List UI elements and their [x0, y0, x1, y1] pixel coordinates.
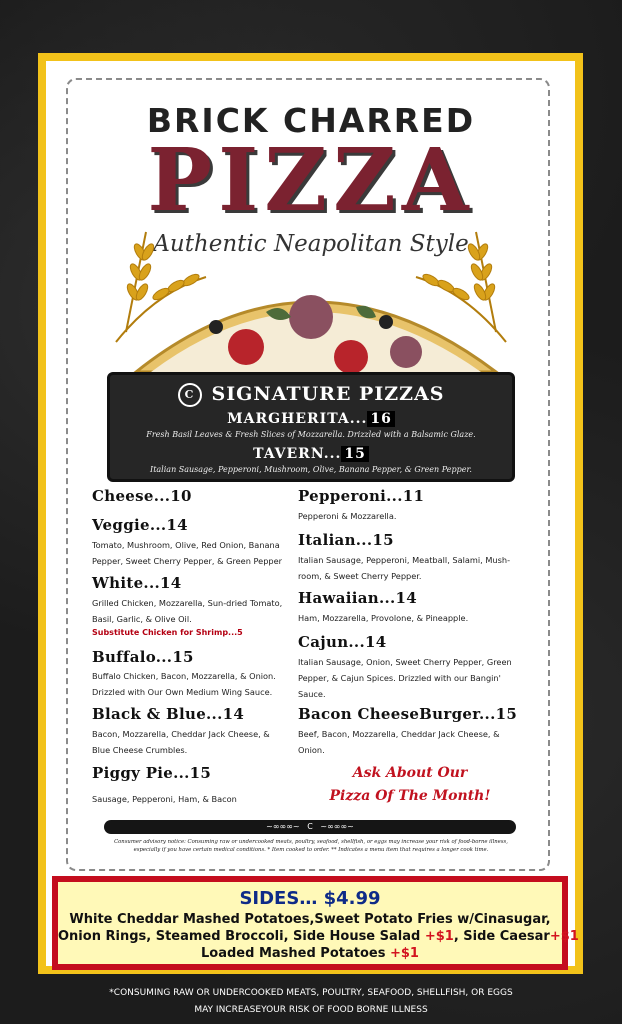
menu-item-name: Buffalo...15 [92, 648, 194, 666]
menu-item-desc: Italian Sausage, Onion, Sweet Cherry Pepper, Green Pepper, & Cajun Spices. Drizzled with our Bangin' Sauce. [298, 657, 512, 699]
menu-item-desc: Beef, Bacon, Mozzarella, Cheddar Jack Cheese, & Onion. [298, 729, 500, 755]
sides-upcharge: +$1 [549, 929, 579, 944]
menu-item-desc: Ham, Mozzarella, Provolone, & Pineapple. [298, 613, 469, 623]
signature-pizzas-panel [107, 372, 515, 482]
promo-line-2: Pizza Of The Month! [329, 788, 491, 804]
menu-item-desc: Buffalo Chicken, Bacon, Mozzarella, & Onion. Drizzled with Our Own Medium Wing Sauce. [92, 671, 276, 697]
menu-item-name: Cheese...10 [92, 487, 192, 505]
brand-top: BRICK CHARRED [146, 101, 476, 140]
wheat-right-icon [416, 232, 506, 342]
menu-item-desc: Sausage, Pepperoni, Ham, & Bacon [92, 794, 237, 804]
menu-item-note: Substitute Chicken for Shrimp...5 [92, 628, 243, 637]
menu-item-name: Piggy Pie...15 [92, 764, 212, 782]
brand-logo-icon: C [178, 383, 202, 407]
menu-item-name: Cajun...14 [298, 633, 387, 651]
signature-item-tavern [110, 446, 512, 462]
sides-text: Onion Rings, Steamed Broccoli, Side House Salad [58, 929, 425, 944]
brand-main: PIZZA [147, 130, 475, 231]
divider-ornament-icon: ~∞∞∞~ C ~∞∞∞~ [266, 822, 354, 831]
signature-item-name: MARGHERITA... [227, 411, 368, 427]
promo-line-1: Ask About Our [352, 765, 468, 781]
menu-item-desc: Grilled Chicken, Mozzarella, Sun-dried Tomato, Basil, Garlic, & Olive Oil. [92, 598, 283, 624]
sides-title: SIDES… $4.99 [239, 888, 381, 909]
sides-line-1: White Cheddar Mashed Potatoes,Sweet Potato Fries w/Cinasugar, [69, 912, 551, 927]
menu-item-name: Hawaiian...14 [298, 589, 417, 607]
sides-text: , Side Caesar [453, 929, 550, 944]
menu-item-name: Italian...15 [298, 531, 394, 549]
menu-item-name: White...14 [92, 574, 182, 592]
menu-item-desc: Pepperoni & Mozzarella. [298, 511, 397, 521]
signature-item-price: 16 [367, 411, 394, 427]
signature-title-text: SIGNATURE PIZZAS [211, 383, 445, 405]
signature-item-desc: Italian Sausage, Pepperoni, Mushroom, Olive, Banana Pepper, & Green Pepper. [150, 465, 472, 474]
footer-warning-2: MAY INCREASEYOUR RISK OF FOOD BORNE ILLNESS [194, 1005, 428, 1015]
consumer-advisory [98, 838, 524, 854]
signature-item-price: 15 [341, 446, 368, 462]
signature-item-desc: Fresh Basil Leaves & Fresh Slices of Mozzarella. Drizzled with a Balsamic Glaze. [146, 430, 476, 439]
signature-item-name: TAVERN... [253, 446, 342, 462]
advisory-line: especially if you have certain medical conditions. * Item cooked to order. ** Indicates a menu item that requires a longer cook time. [133, 847, 489, 853]
menu-item-name: Veggie...14 [92, 516, 188, 534]
sides-line-3 [58, 946, 562, 961]
menu-item-name: Bacon CheeseBurger...15 [298, 705, 518, 723]
footer-warning-1: *CONSUMING RAW OR UNDERCOOKED MEATS, POULTRY, SEAFOOD, SHELLFISH, OR EGGS [109, 988, 513, 998]
menu-item-name: Pepperoni...11 [298, 487, 425, 505]
signature-title [110, 383, 512, 407]
menu-item-desc: Tomato, Mushroom, Olive, Red Onion, Banana Pepper, Sweet Cherry Pepper, & Green Pepper [92, 540, 282, 566]
sides-upcharge: +$1 [424, 929, 454, 944]
signature-item-margherita [110, 411, 512, 427]
brand-subtitle: Authentic Neapolitan Style [153, 231, 469, 257]
sides-line-2 [58, 929, 579, 944]
sides-text: Loaded Mashed Potatoes [201, 946, 390, 961]
sides-upcharge: +$1 [389, 946, 419, 961]
menu-item-desc: Bacon, Mozzarella, Cheddar Jack Cheese, & Blue Cheese Crumbles. [92, 729, 270, 755]
menu-item-desc: Italian Sausage, Pepperoni, Meatball, Salami, Mush-room, & Sweet Cherry Pepper. [298, 555, 511, 581]
sides-panel [52, 876, 579, 970]
advisory-line: Consumer advisory notice: Consuming raw or undercooked meats, poultry, seafood, shellfish, or eggs may increase your risk of food-borne illness, [114, 839, 508, 845]
divider-bar [104, 820, 516, 834]
pizza-illustration [96, 222, 526, 382]
menu-item-name: Black & Blue...14 [92, 705, 245, 723]
wheat-left-icon [116, 232, 206, 342]
